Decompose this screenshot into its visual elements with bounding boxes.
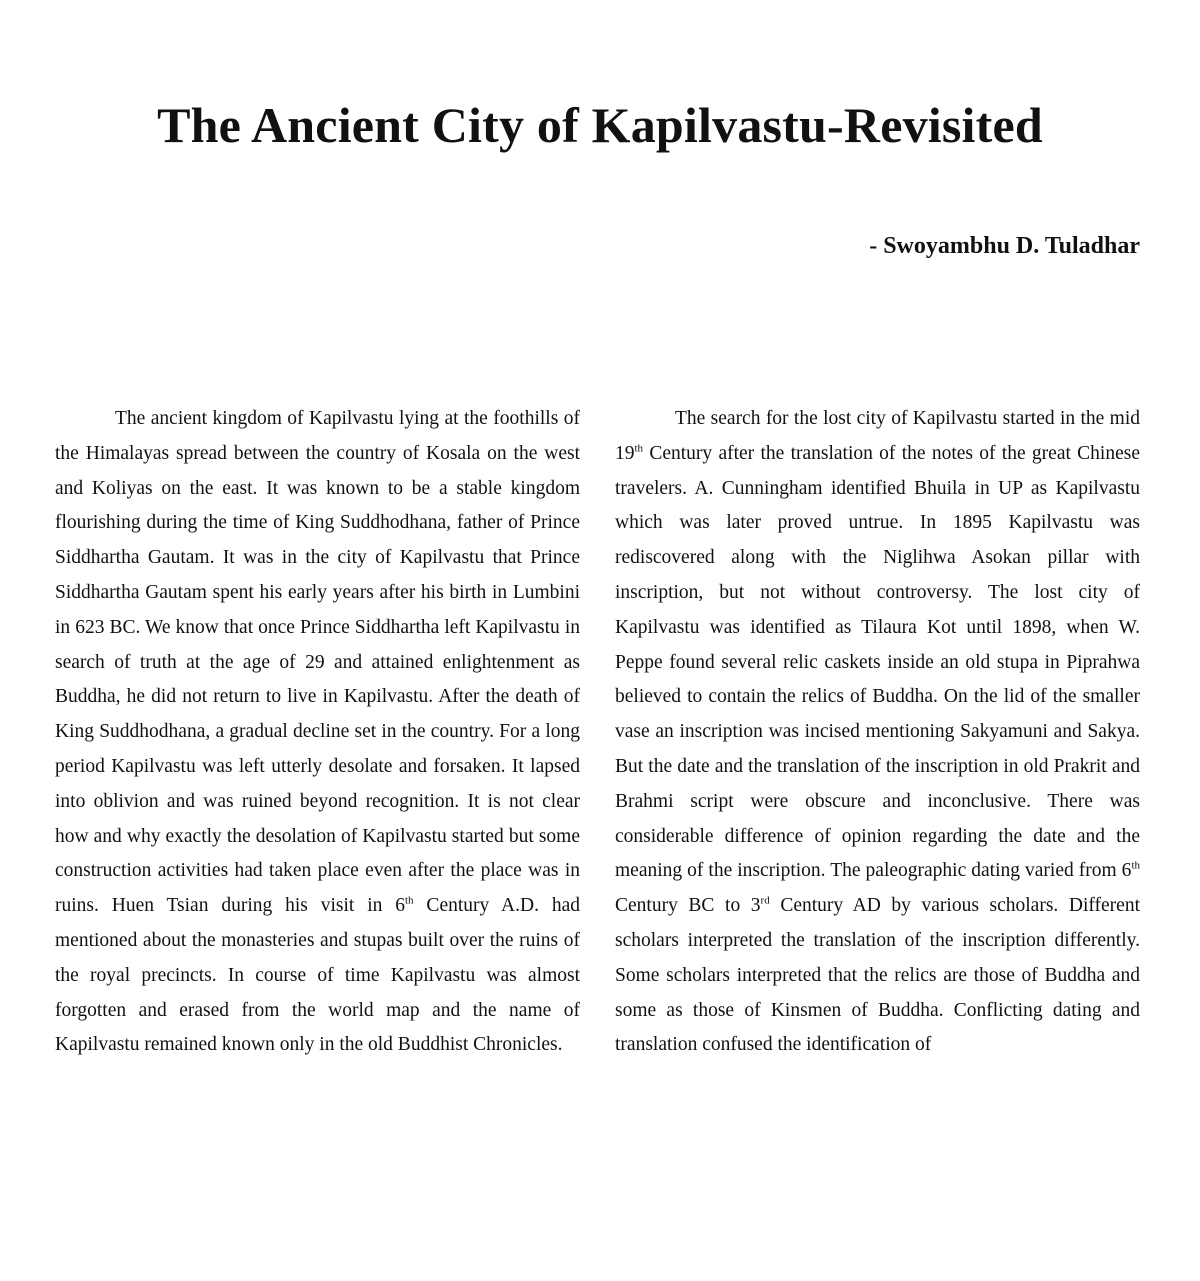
article-author: - Swoyambhu D. Tuladhar — [869, 233, 1140, 259]
paragraph — [55, 402, 580, 1063]
ordinal-suffix: th — [1131, 859, 1140, 872]
paragraph-text: Century A.D. had mentioned about the monasteries and stupas built over the ruins of the royal precincts. In course of time Kapilvastu was almost forgotten and erased from the world map and the name of Kapilvastu remained known only in the old Buddhist Chronicles. — [55, 895, 580, 1056]
paragraph-text: The ancient kingdom of Kapilvastu lying at the foothills of the Himalayas spread between the country of Kosala on the west and Koliyas on the east. It was known to be a stable kingdom flourishing during the time of King Suddhodhana, father of Prince Siddhartha Gautam. It was in the city of Kapilvastu that Prince Siddhartha Gautam spent his early years after his birth in Lumbini in 623 BC. We know that once Prince Siddhartha left Kapilvastu in search of truth at the age of 29 and attained enlightenment as Buddha, he did not return to live in Kapilvastu. After the death of King Suddhodhana, a gradual decline set in the country. For a long period Kapilvastu was left utterly desolate and forsaken. It lapsed into oblivion and was ruined beyond recognition. It is not clear how and why exactly the desolation of Kapilvastu started but some construction activities had taken place even after the place was in ruins. Huen Tsian during his visit in 6 — [55, 408, 580, 917]
left-column — [55, 402, 580, 1063]
paragraph — [615, 402, 1140, 1063]
paragraph-text: Century BC to 3 — [615, 895, 761, 917]
paragraph-text: Century AD by various scholars. Different scholars interpreted the translation of the inscription differently. Some scholars interpreted that the relics are those of Buddha and some as those of Kinsmen of Buddha. Conflicting dating and translation confused the identification of — [615, 895, 1140, 1056]
paragraph-text: The search for the lost city of Kapilvastu started in the mid 19 — [615, 408, 1140, 464]
article-title: The Ancient City of Kapilvastu-Revisited — [157, 97, 1043, 153]
right-column — [615, 402, 1140, 1063]
ordinal-suffix: th — [405, 894, 414, 907]
ordinal-suffix: th — [634, 442, 644, 455]
ordinal-suffix: rd — [760, 894, 770, 907]
paragraph-text: Century after the translation of the notes of the great Chinese travelers. A. Cunningham identified Bhuila in UP as Kapilvastu which was later proved untrue. In 1895 Kapilvastu was rediscovered along with the Niglihwa Asokan pillar with inscription, but not without controversy. The lost city of Kapilvastu was identified as Tilaura Kot until 1898, when W. Peppe found several relic caskets inside an old stupa in Piprahwa believed to contain the relics of Buddha. On the lid of the smaller vase an inscription was incised mentioning Sakyamuni and Sakya. But the date and the translation of the inscription in old Prakrit and Brahmi script were obscure and inconclusive. There was considerable difference of opinion regarding the date and the meaning of the inscription. The paleographic dating varied from 6 — [615, 442, 1140, 882]
